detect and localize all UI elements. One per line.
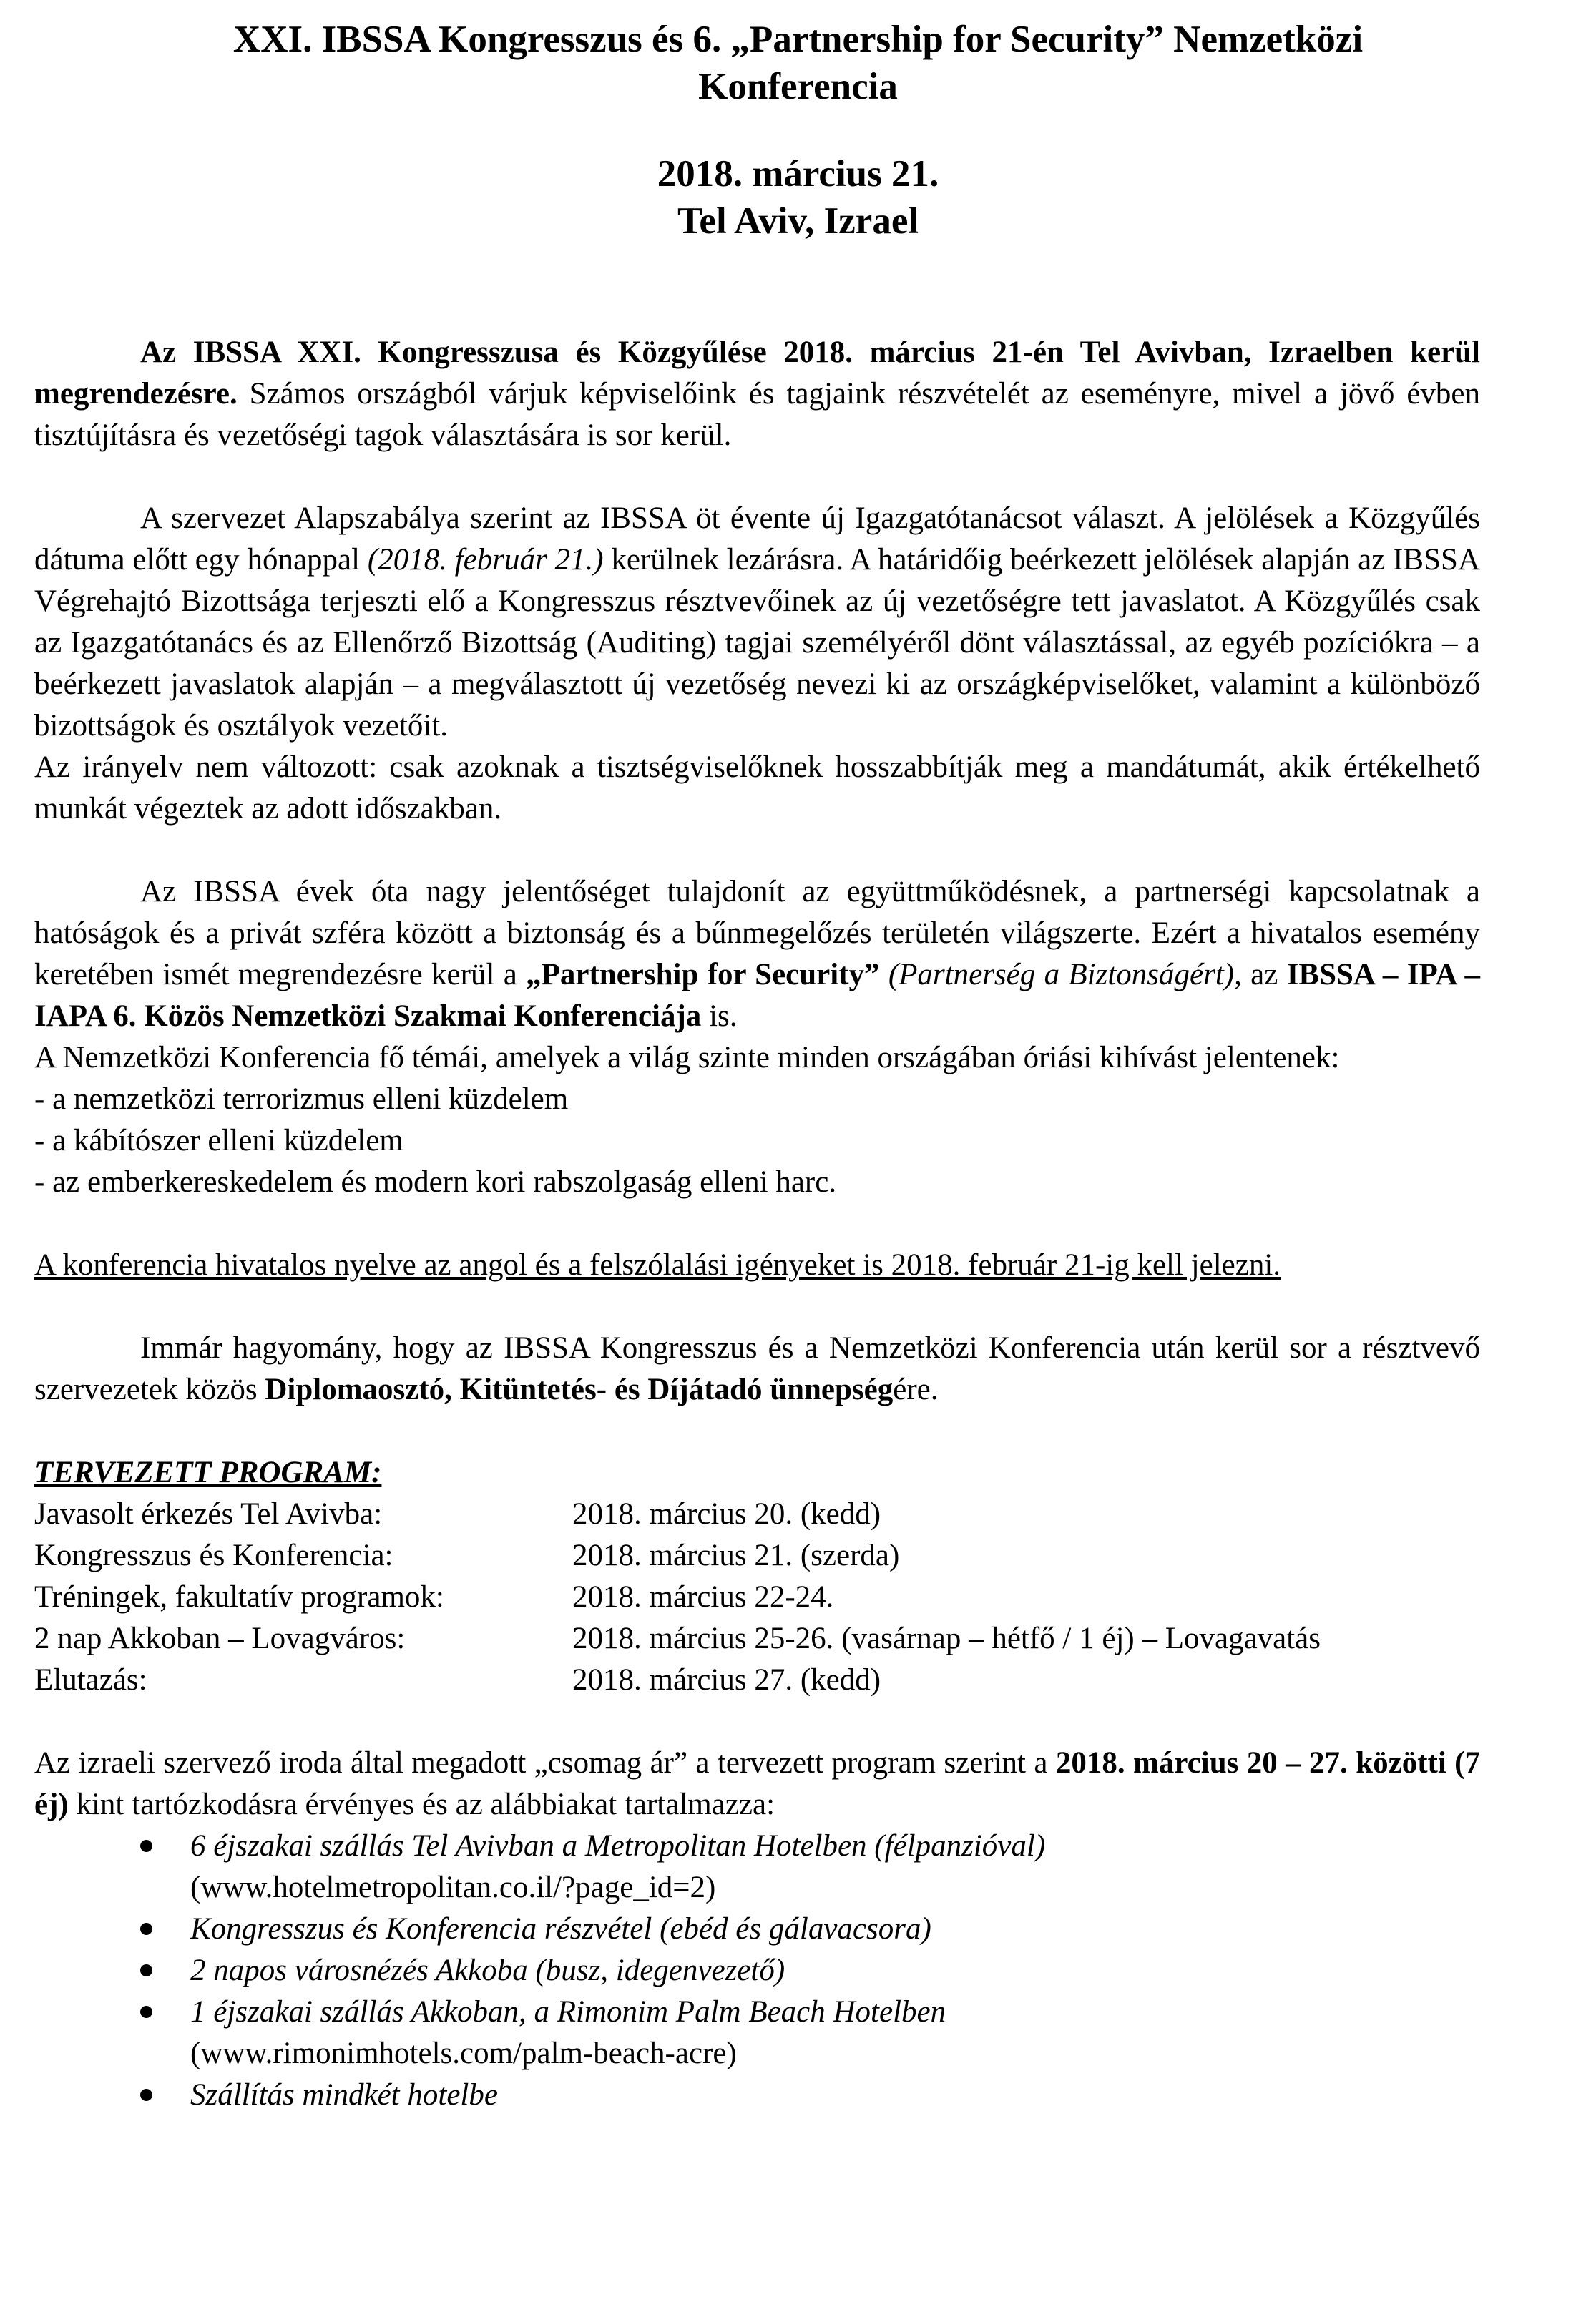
program-date: 2018. március 21. (szerda) [572, 1539, 900, 1572]
ceremony-text-1: Immár hagyomány, hogy az IBSSA Kongresszus és a Nemzetközi Konferencia után kerül sor a résztvevő szervezetek közös [34, 1331, 1480, 1406]
intro-bold: Az IBSSA XXI. Kongresszusa és Közgyűlése 2018. március 21-én Tel Avivban, Izraelben kerül megrendezésre. [34, 335, 1480, 411]
conference-name: IBSSA – IPA – IAPA 6. Közös Nemzetközi Szakmai Konferenciája [34, 958, 1481, 1033]
partnership-text-1: Az IBSSA évek óta nagy jelentőséget tulajdonít az együttműködésnek, a partnerségi kapcsolatnak a hatóságok és a privát szféra között a biztonság és a bűnmegelőzés területén világszerte. Ezért a hivatalos esemény keretében ismét megrendezésre kerül a [34, 875, 1480, 991]
program-label: Tréningek, fakultatív programok: [34, 1580, 444, 1614]
partnership-name: „Partnership for Security” [526, 958, 880, 991]
title-line-2: Konferencia [698, 66, 898, 107]
intro-text: Számos országból várjuk képviselőink és tagjaink részvételét az eseményre, mivel a jövő évben tisztújításra és vezetőségi tagok választására is sor kerül. [34, 377, 1480, 452]
program-date: 2018. március 25-26. (vasárnap – hétfő / 1 éj) – Lovagavatás [572, 1622, 1321, 1655]
hotel-link[interactable]: (www.hotelmetropolitan.co.il/?page_id=2) [190, 1871, 716, 1904]
bullet-icon [140, 1964, 152, 1976]
nomination-deadline: (2018. február 21.) [367, 543, 604, 577]
partnership-text-3: is. [701, 999, 738, 1033]
document-title [34, 0, 1480, 110]
program-date: 2018. március 20. (kedd) [572, 1497, 881, 1531]
program-row [34, 1577, 1480, 1618]
partnership-text-2: az [1241, 958, 1287, 991]
election-text-1: A szervezet Alapszabálya szerint az IBSSA öt évente új Igazgatótanácsot választ. A jelölések a Közgyűlés dátuma előtt egy hónappal [34, 501, 1480, 577]
package-item-text: Szállítás mindkét hotelbe [190, 2078, 498, 2112]
program-label: 2 nap Akkoban – Lovagváros: [34, 1622, 406, 1655]
program-label: Kongresszus és Konferencia: [34, 1539, 393, 1572]
package-item [190, 1826, 1480, 1909]
package-item [190, 1909, 1480, 1950]
package-text-1: Az izraeli szervező iroda által megadott „csomag ár” a tervezett program szerint a [34, 1746, 1056, 1780]
ceremony-name: Diplomaosztó, Kitüntetés- és Díjátadó ünnepség [265, 1373, 894, 1406]
package-item-text: 6 éjszakai szállás Tel Avivban a Metropolitan Hotelben (félpanzióval) [190, 1829, 1046, 1863]
partnership-paragraph [34, 871, 1480, 1037]
event-date-place [34, 150, 1480, 245]
program-label: Javasolt érkezés Tel Avivba: [34, 1497, 383, 1531]
election-text-2: kerülnek lezárásra. A határidőig beérkezett jelölések alapján az IBSSA Végrehajtó Bizottsága terjeszti elő a Kongresszus résztvevőinek az új vezetőségre tett javaslatot. A Közgyűlés csak az Igazgatótanács és az Ellenőrző Bizottság (Auditing) tagjai személyéről dönt választással, az egyéb pozíciókra – a beérkezett javaslatok alapján – a megválasztott új vezetőség nevezi ki az országképviselőket, valamint a különböző bizottságok és osztályok vezetőit. [34, 543, 1480, 743]
ceremony-text-2: ére. [893, 1373, 939, 1406]
program-label: Elutazás: [34, 1663, 147, 1697]
package-text-2: kint tartózkodásra érvényes és az alábbiakat tartalmazza: [68, 1788, 775, 1821]
bullet-icon [140, 1923, 152, 1935]
package-list [34, 1826, 1480, 2116]
partnership-translation: (Partnerség a Biztonságért), [888, 958, 1242, 991]
program-row [34, 1660, 1480, 1701]
bullet-icon [140, 2006, 152, 2018]
election-paragraph [34, 498, 1480, 747]
event-date: 2018. március 21. [657, 153, 939, 195]
package-item [190, 1950, 1480, 1992]
bullet-icon [140, 1840, 152, 1852]
package-item [190, 2074, 1480, 2116]
program-date: 2018. március 22-24. [572, 1580, 834, 1614]
topic-item: - a nemzetközi terrorizmus elleni küzdelem [34, 1082, 569, 1116]
package-item-text: 2 napos városnézés Akkoba (busz, idegenvezető) [190, 1954, 785, 1987]
intro-paragraph [34, 332, 1480, 456]
package-period: 2018. március 20 – 27. közötti (7 éj) [34, 1746, 1480, 1821]
program-row [34, 1494, 1480, 1535]
package-item-text: Kongresszus és Konferencia részvétel (ebéd és gálavacsora) [190, 1912, 931, 1946]
program-date: 2018. március 27. (kedd) [572, 1663, 881, 1697]
program-row [34, 1618, 1480, 1660]
topics-intro: A Nemzetközi Konferencia fő témái, amelyek a világ szinte minden országában óriási kihívást jelentenek: [34, 1041, 1340, 1074]
topics-list [34, 1079, 1480, 1203]
language-note: A konferencia hivatalos nyelve az angol és a felszólalási igényeket is 2018. február 21-ig kell jelezni. [34, 1248, 1281, 1282]
package-item-text: 1 éjszakai szállás Akkoban, a Rimonim Palm Beach Hotelben [190, 1995, 946, 2029]
ceremony-paragraph [34, 1328, 1480, 1411]
package-paragraph [34, 1743, 1480, 1826]
program-row [34, 1535, 1480, 1577]
policy-paragraph: Az irányelv nem változott: csak azoknak a tisztségviselőknek hosszabbítják meg a mandátumát, akik értékelhető munkát végeztek az adott időszakban. [34, 750, 1480, 826]
title-line-1: XXI. IBSSA Kongresszus és 6. „Partnership for Security” Nemzetközi [232, 19, 1364, 60]
event-place: Tel Aviv, Izrael [677, 200, 919, 242]
topic-item: - a kábítószer elleni küzdelem [34, 1124, 403, 1157]
package-item [190, 1992, 1480, 2074]
hotel-link[interactable]: (www.rimonimhotels.com/palm-beach-acre) [190, 2037, 737, 2070]
topic-item: - az emberkereskedelem és modern kori rabszolgaság elleni harc. [34, 1165, 837, 1199]
program-table [34, 1494, 1480, 1701]
program-heading: TERVEZETT PROGRAM: [34, 1456, 382, 1489]
bullet-icon [140, 2089, 152, 2101]
